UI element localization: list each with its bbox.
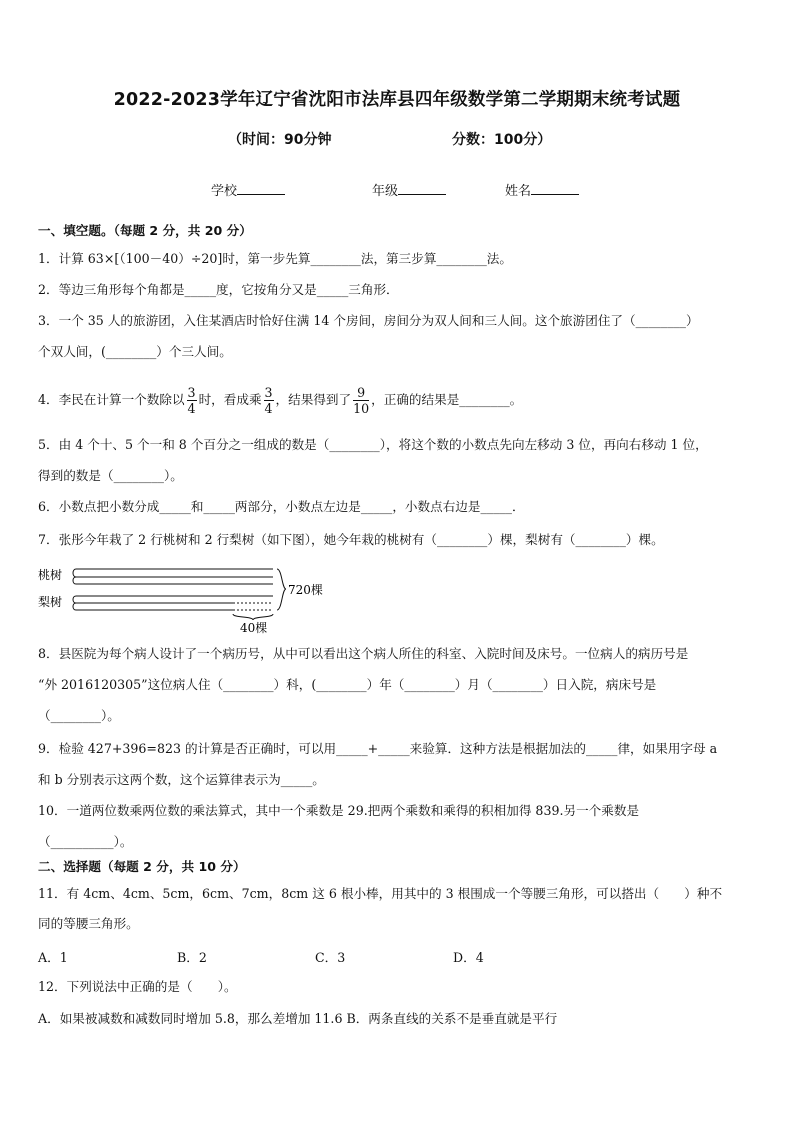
pear-bracket-left [73, 596, 76, 603]
peach-bracket-left-2 [73, 577, 76, 584]
question-8-line1: 8．县医院为每个病人设计了一个病历号，从中可以看出这个病人所住的科室、入院时间及床号。一位病人的病历号是 [38, 646, 689, 661]
question-6: 6．小数点把小数分成_____和_____两部分，小数点左边是_____，小数点右边是_____． [38, 499, 525, 514]
school-blank [237, 182, 285, 195]
fraction-9-10 [353, 385, 369, 416]
peach-label: 桃树 [38, 568, 63, 582]
total-label: 720棵 [288, 583, 323, 597]
q4-text-mid1: 时，看成乘 [198, 392, 262, 407]
grade-label: 年级 [372, 184, 399, 199]
fraction-numerator: 9 [353, 385, 369, 401]
question-11-line2: 同的等腰三角形。 [38, 916, 139, 931]
name-field [505, 180, 579, 199]
name-label: 姓名 [505, 184, 532, 199]
peach-bracket-left [73, 569, 76, 577]
fraction-denominator: 10 [353, 401, 370, 416]
question-10-line2: （__________）。 [38, 834, 133, 849]
total-brace [277, 569, 286, 610]
question-5-line2: 得到的数是（________）。 [38, 468, 183, 483]
question-4 [38, 381, 522, 419]
q4-text-pre: 4．李民在计算一个数除以 [38, 392, 185, 407]
fraction-numerator: 3 [187, 385, 196, 400]
question-12: 12．下列说法中正确的是（ ）。 [38, 979, 237, 994]
fraction-denominator: 4 [187, 401, 196, 416]
question-11-line1: 11．有 4cm、4cm、5cm，6cm、7cm，8cm 这 6 根小棒，用其中的 3 根围成一个等腰三角形，可以搭出（ ）种不 [38, 886, 723, 901]
question-5-line1: 5．由 4 个十、5 个一和 8 个百分之一组成的数是（________），将这个数的小数点先向左移动 3 位，再向右移动 1 位， [38, 437, 708, 452]
question-7: 7．张彤今年栽了 2 行桃树和 2 行梨树（如下图），她今年栽的桃树有（________）棵，梨树有（________）棵。 [38, 532, 664, 547]
question-9-line2: 和 b 分别表示这两个数，这个运算律表示为_____。 [38, 772, 325, 787]
fraction-numerator: 3 [264, 385, 273, 400]
pear-bracket-left-2 [73, 603, 76, 610]
fraction-3-4-a [187, 385, 197, 416]
q4-text-post: ，正确的结果是________。 [371, 392, 523, 407]
grade-field [372, 180, 446, 199]
pear-label: 梨树 [38, 595, 63, 609]
q11-option-c: C．3 [315, 950, 346, 965]
school-field [211, 180, 285, 199]
grade-blank [398, 182, 446, 195]
fraction-3-4-b [264, 385, 274, 416]
name-blank [531, 182, 579, 195]
question-3-line2: 个双人间，(________）个三人间。 [38, 344, 232, 359]
page-title: 2022-2023学年辽宁省沈阳市法库县四年级数学第二学期期末统考试题 [113, 90, 681, 110]
question-3-line1: 3．一个 35 人的旅游团，入住某酒店时恰好住满 14 个房间，房间分为双人间和三人间。这个旅游团住了（________） [38, 313, 699, 328]
question-1: 1．计算 63×[（100－40）÷20]时，第一步先算________法，第三步算________法。 [38, 251, 512, 266]
exam-score: 分数：100分） [452, 132, 552, 148]
q12-options-line: A．如果被减数和减数同时增加 5.8，那么差增加 11.6 B．两条直线的关系不是垂直就是平行 [38, 1011, 558, 1026]
section2-heading: 二、选择题（每题 2 分，共 10 分） [38, 859, 246, 874]
exam-time: （时间：90分钟 [228, 132, 332, 148]
q11-option-a: A．1 [38, 950, 68, 965]
difference-label: 40棵 [240, 621, 268, 634]
q4-text-mid2: ，结果得到了 [275, 392, 352, 407]
q11-option-b: B．2 [177, 950, 207, 965]
question-9-line1: 9．检验 427+396=823 的计算是否正确时，可以用_____+_____来验算．这种方法是根据加法的_____律，如果用字母 a [38, 741, 718, 756]
question-8-line3: （________）。 [38, 708, 120, 723]
fraction-denominator: 4 [264, 401, 273, 416]
question-2: 2．等边三角形每个角都是_____度，它按角分又是_____三角形． [38, 282, 399, 297]
peach-rows [73, 569, 273, 584]
question-8-line2: “外 2016120305”这位病人住（________）科，(________）年（________）月（________）日入院，病床号是 [38, 677, 657, 692]
school-label: 学校 [211, 184, 238, 199]
section1-heading: 一、填空题。（每题 2 分，共 20 分） [38, 223, 252, 238]
pear-rows [73, 596, 273, 610]
tree-rows-diagram [36, 558, 336, 634]
difference-brace [233, 614, 273, 620]
q11-option-d: D．4 [453, 950, 484, 965]
question-10-line1: 10．一道两位数乘两位数的乘法算式，其中一个乘数是 29.把两个乘数和乘得的积相加得 839.另一个乘数是 [38, 803, 640, 818]
